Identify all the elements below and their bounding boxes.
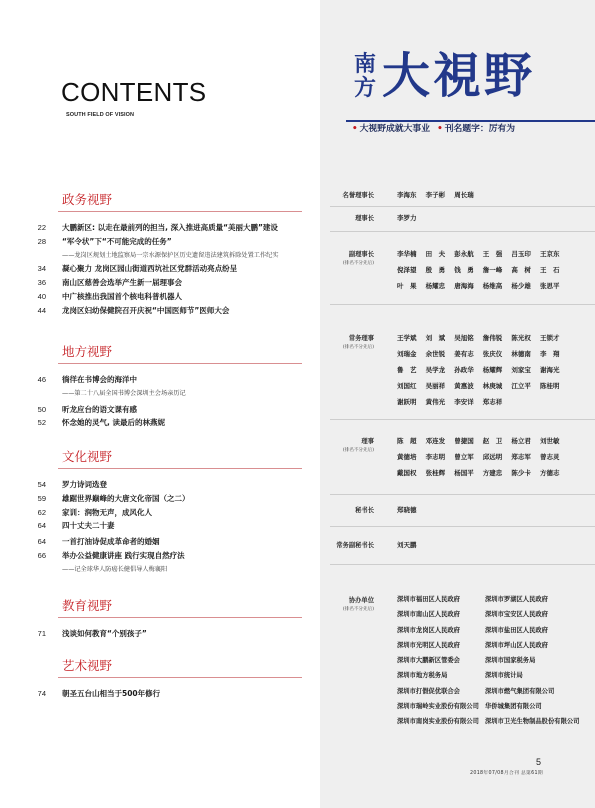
logo-main-text: 大視野: [382, 48, 536, 104]
section-heading: 艺术视野: [62, 658, 113, 673]
slogan-calligraphy-credit: 刊名题字：厉有为: [444, 124, 516, 134]
staff-name: 鲁 艺: [397, 366, 417, 374]
entry-page-number: 54: [37, 480, 46, 489]
name-list: [397, 433, 569, 481]
entry-title: 中广核推出我国首个核电科普机器人: [62, 291, 182, 301]
staff-name: 吴旭铭: [454, 334, 474, 342]
section-divider: [58, 211, 302, 212]
section-divider: [58, 677, 302, 678]
toc-entry: [30, 290, 302, 304]
staff-name: 杨少雄: [511, 282, 531, 290]
section-divider: [58, 617, 302, 618]
role-label: 理事: [361, 437, 374, 445]
sponsor-name: 深圳市地方税务局: [397, 672, 448, 680]
ranking-note: (排名不分先后): [342, 345, 374, 350]
entry-page-number: 71: [37, 629, 46, 638]
entry-page-number: 28: [37, 236, 46, 246]
entry-page-number: 36: [37, 278, 46, 288]
sponsor-row: [397, 653, 573, 668]
staff-name: 王 强: [482, 250, 503, 258]
name-row: [397, 394, 569, 410]
entry-title: “军令状”下“不可能完成的任务”: [62, 236, 172, 246]
sponsor-name: 华侨城集团有限公司: [485, 702, 542, 710]
sponsor-row: [397, 623, 573, 638]
role-label: 协办单位: [348, 596, 374, 604]
staff-name: 吴学龙: [425, 366, 446, 374]
sponsor-name: 深圳市坪山区人民政府: [485, 641, 548, 649]
entry-page-number: 59: [37, 493, 46, 503]
sponsor-name: 深圳市打假促优联合会: [397, 687, 460, 695]
entry-title: 南山区慈善会选举产生新一届理事会: [62, 278, 182, 288]
toc-list: [30, 221, 302, 318]
name-list: [397, 330, 569, 410]
staff-name: 唐海海: [454, 282, 474, 290]
toc-entry: [30, 262, 302, 276]
staff-name: 杨维高: [482, 282, 503, 290]
ranking-note: (排名不分先后): [342, 261, 374, 266]
issue-info: 2018年07/08月合刊 总第61期: [470, 771, 543, 776]
entry-page-number: 52: [37, 418, 46, 428]
toc-entry: [30, 535, 302, 549]
toc-list: [30, 478, 302, 577]
sponsor-name: 深圳市盐田区人民政府: [485, 626, 548, 634]
entry-title: 举办公益健康讲座 践行实现自然疗法: [62, 550, 185, 560]
name-row: [397, 433, 569, 449]
section-divider: [58, 468, 302, 469]
staff-name: 刘瑞金: [397, 350, 417, 358]
staff-name: 刘家宝: [511, 366, 531, 374]
sponsor-row: [397, 607, 573, 622]
sponsor-name: 深圳市南岗实业股份有限公司: [397, 718, 479, 725]
name-row: [397, 362, 569, 378]
toc-entry: [30, 478, 302, 492]
masthead-staff: [322, 0, 595, 808]
sponsor-name: 深圳市瑞岭实业股份有限公司: [397, 702, 479, 710]
entry-title: 罗力诗词选登: [62, 480, 107, 489]
toc-list: [30, 373, 302, 430]
staff-name: 王锁才: [539, 334, 560, 342]
staff-name: 刘世敏: [539, 437, 560, 445]
staff-name: 黄德培: [397, 453, 417, 461]
name-row: [397, 262, 569, 278]
ranking-note: (排名不分先后): [342, 448, 374, 453]
toc-entry: [30, 506, 302, 520]
name-list: [397, 502, 426, 518]
staff-name: 张思平: [539, 282, 560, 290]
toc-subtitle: [30, 387, 302, 401]
staff-name: 谢跃明: [397, 398, 417, 406]
staff-name: 郑晓德: [397, 506, 417, 514]
staff-name: 陈光权: [511, 334, 531, 342]
entry-title: 朝圣五台山相当于500年修行: [62, 689, 161, 698]
staff-name: 谢海光: [539, 366, 560, 374]
sponsor-name: 深圳市罗湖区人民政府: [485, 596, 548, 603]
staff-name: 高 树: [511, 266, 531, 274]
toc-entry: [30, 687, 302, 701]
staff-name: 李安详: [454, 398, 474, 406]
name-row: [397, 465, 569, 481]
staff-name: 詹伟锐: [482, 334, 503, 342]
contents-subtitle: SOUTH FIELD OF VISION: [66, 112, 135, 118]
entry-title: ——龙岗区规划土地监察局一宗水源保护区历史遗留违法建筑拆除处置工作纪实: [62, 251, 279, 259]
sponsor-row: [397, 714, 580, 729]
name-row: [397, 330, 569, 346]
staff-name: 刘国红: [397, 382, 417, 390]
staff-name: 李子彬: [425, 191, 446, 199]
name-row: [397, 278, 569, 294]
staff-name: 殷 勇: [425, 266, 446, 274]
name-list: [397, 537, 426, 553]
staff-name: 陈 超: [397, 437, 417, 445]
toc-entry: [30, 403, 302, 417]
entry-title: 听龙应台的语文课有感: [62, 404, 137, 414]
bullet: •: [352, 124, 358, 134]
staff-name: 曾捷国: [454, 437, 474, 445]
staff-name: 黄惠波: [454, 382, 474, 390]
staff-name: 李罗力: [397, 214, 417, 222]
staff-name: 王京东: [539, 250, 560, 258]
sponsor-list: [397, 592, 580, 729]
entry-title: 徜徉在书博会的海洋中: [62, 375, 137, 384]
staff-name: 方建忠: [482, 469, 503, 477]
staff-name: 江立平: [511, 382, 531, 390]
staff-name: 刘 斌: [425, 334, 446, 342]
entry-page-number: 50: [37, 404, 46, 414]
name-row: [397, 187, 483, 203]
staff-name: 郑志祥: [482, 398, 503, 406]
staff-name: 邱远明: [482, 453, 503, 461]
entry-title: 一首打油诗促成革命者的婚姻: [62, 537, 160, 547]
name-row: [397, 210, 426, 226]
section-politics: [30, 192, 302, 318]
staff-name: 姜有志: [454, 350, 474, 358]
sponsor-name: 深圳市宝安区人民政府: [485, 611, 548, 619]
sponsor-name: 深圳市燃气集团有限公司: [485, 687, 555, 695]
staff-name: 李海东: [397, 191, 417, 199]
staff-name: 李 翔: [539, 350, 560, 358]
name-row: [397, 346, 569, 362]
role-label: 常务理事: [348, 334, 374, 342]
toc-entry: [30, 221, 302, 235]
entry-page-number: 44: [37, 305, 46, 315]
staff-name: 倪泽望: [397, 266, 417, 274]
section-education: [30, 598, 302, 641]
name-list: [397, 187, 483, 203]
staff-name: 刘天鹏: [397, 541, 417, 549]
section-heading: 文化视野: [62, 449, 113, 464]
staff-name: 赵 卫: [482, 437, 503, 445]
staff-name: 吕玉印: [511, 250, 531, 258]
staff-name: 王学斌: [397, 334, 417, 342]
name-row: [397, 537, 426, 553]
entry-page-number: 64: [37, 537, 46, 547]
toc-entry: [30, 235, 302, 249]
staff-name: 郑志军: [511, 453, 531, 461]
sponsor-row: [397, 668, 573, 683]
toc-subtitle: [30, 249, 302, 263]
sponsor-row: [397, 684, 573, 699]
section-heading: 教育视野: [62, 598, 113, 613]
entry-title: 凝心聚力 龙岗区园山街道西坑社区党群活动亮点纷呈: [62, 264, 238, 274]
toc-entry: [30, 416, 302, 430]
staff-name: 余世锐: [425, 350, 446, 358]
sponsor-row: [397, 592, 573, 607]
role-label: 秘书长: [355, 506, 374, 514]
entry-title: 大鹏新区: 以走在最前列的担当, 深入推进高质量“美丽大鹏”建设: [62, 223, 278, 232]
staff-name: 戴国权: [397, 469, 417, 477]
name-row: [397, 449, 569, 465]
logo-char-upper: 南: [354, 51, 377, 77]
staff-name: 钱 勇: [454, 266, 474, 274]
entry-page-number: 64: [37, 521, 46, 531]
staff-name: 叶 果: [397, 282, 417, 290]
name-row: [397, 246, 569, 262]
page-number: 5: [536, 757, 542, 767]
entry-title: 四十丈夫二十妻: [62, 521, 115, 531]
sponsor-row: [397, 638, 573, 653]
staff-name: 张桂辉: [425, 469, 446, 477]
staff-name: 邓连发: [425, 437, 446, 445]
section-divider: [58, 363, 302, 364]
sponsor-name: 深圳市南山区人民政府: [397, 611, 460, 619]
entry-page-number: 62: [37, 507, 46, 517]
name-list: [397, 246, 569, 294]
entry-page-number: 40: [37, 291, 46, 301]
logo-char-lower: 方: [354, 75, 377, 101]
ranking-note: (排名不分先后): [342, 607, 374, 612]
entry-page-number: 22: [37, 223, 46, 232]
section-local: [30, 344, 302, 430]
slogan-motto: 大视野成就大事业: [359, 124, 431, 134]
toc-entry: [30, 627, 302, 641]
name-row: [397, 378, 569, 394]
role-label: 名誉理事长: [342, 191, 374, 199]
sponsor-name: 深圳市福田区人民政府: [397, 596, 460, 603]
entry-page-number: 34: [37, 264, 46, 274]
role-label: 常务副秘书长: [336, 541, 374, 549]
entry-page-number: 66: [37, 550, 46, 560]
staff-name: 周长瑞: [454, 191, 474, 199]
staff-name: 杨耀辉: [482, 366, 503, 374]
staff-name: 彭永航: [454, 250, 474, 258]
staff-name: 田 夫: [425, 250, 446, 258]
sponsor-name: 深圳市统计局: [485, 672, 523, 680]
staff-name: 杨耀忠: [425, 282, 446, 290]
staff-name: 陈桂明: [539, 382, 560, 390]
name-row: [397, 502, 426, 518]
toc-entry: [30, 492, 302, 506]
staff-name: 曾立军: [454, 453, 474, 461]
toc-entry: [30, 276, 302, 290]
staff-name: 杨立君: [511, 437, 531, 445]
staff-name: 王 石: [539, 266, 560, 274]
role-label: 副理事长: [348, 250, 374, 258]
role-label: 理事长: [355, 214, 374, 222]
staff-name: 吴丽祥: [425, 382, 446, 390]
staff-name: 李志明: [425, 453, 446, 461]
staff-name: 林德南: [511, 350, 531, 358]
toc-list: [30, 627, 302, 641]
staff-name: 杨国平: [454, 469, 474, 477]
sponsor-row: [397, 699, 573, 714]
toc-subtitle: [30, 563, 302, 577]
staff-name: 李华楠: [397, 250, 417, 258]
toc-entry: [30, 304, 302, 318]
bullet: •: [437, 124, 443, 134]
staff-name: 詹一峰: [482, 266, 503, 274]
sponsor-name: 深圳市国家税务局: [485, 657, 536, 664]
name-list: [397, 210, 426, 226]
staff-name: 黄伟光: [425, 398, 446, 406]
sponsor-name: 深圳市卫光生物制品股份有限公司: [485, 718, 580, 725]
section-culture: [30, 449, 302, 577]
staff-name: 陈少卡: [511, 469, 531, 477]
staff-name: 曾志灵: [539, 453, 560, 461]
entry-title: 龙岗区妇幼保健院召开庆祝“中国医师节”医师大会: [62, 305, 230, 315]
staff-name: 孙政华: [454, 366, 474, 374]
contents-title: CONTENTS: [61, 77, 207, 107]
section-heading: 政务视野: [62, 192, 113, 207]
toc-entry: [30, 373, 302, 387]
entry-title: ——第二十八届全国书博会深圳主会场亲历记: [62, 389, 186, 397]
sponsor-name: 深圳市龙岗区人民政府: [397, 626, 460, 634]
entry-title: ——记全球华人防癌长健倡导人梅襄阳: [62, 565, 168, 573]
entry-title: 雄踞世界巅峰的大唐文化帝国（之二）: [62, 493, 190, 503]
sponsor-name: 深圳市光明区人民政府: [397, 641, 460, 649]
entry-page-number: 74: [37, 689, 46, 698]
staff-name: 张庆仪: [482, 350, 503, 358]
entry-title: 怀念她的灵气, 读最后的林燕妮: [62, 418, 165, 428]
staff-name: 林庚城: [482, 382, 503, 390]
toc-entry: [30, 519, 302, 533]
entry-title: 家训：润物无声，成风化人: [62, 507, 152, 517]
section-arts: [30, 658, 302, 701]
sponsor-name: 深圳市大鹏新区管委会: [397, 657, 460, 664]
section-heading: 地方视野: [62, 344, 113, 359]
toc-entry: [30, 549, 302, 563]
entry-title: 浅谈如何教育“个别孩子”: [62, 629, 147, 638]
toc-list: [30, 687, 302, 701]
staff-name: 方德志: [539, 469, 560, 477]
entry-page-number: 46: [37, 375, 46, 384]
